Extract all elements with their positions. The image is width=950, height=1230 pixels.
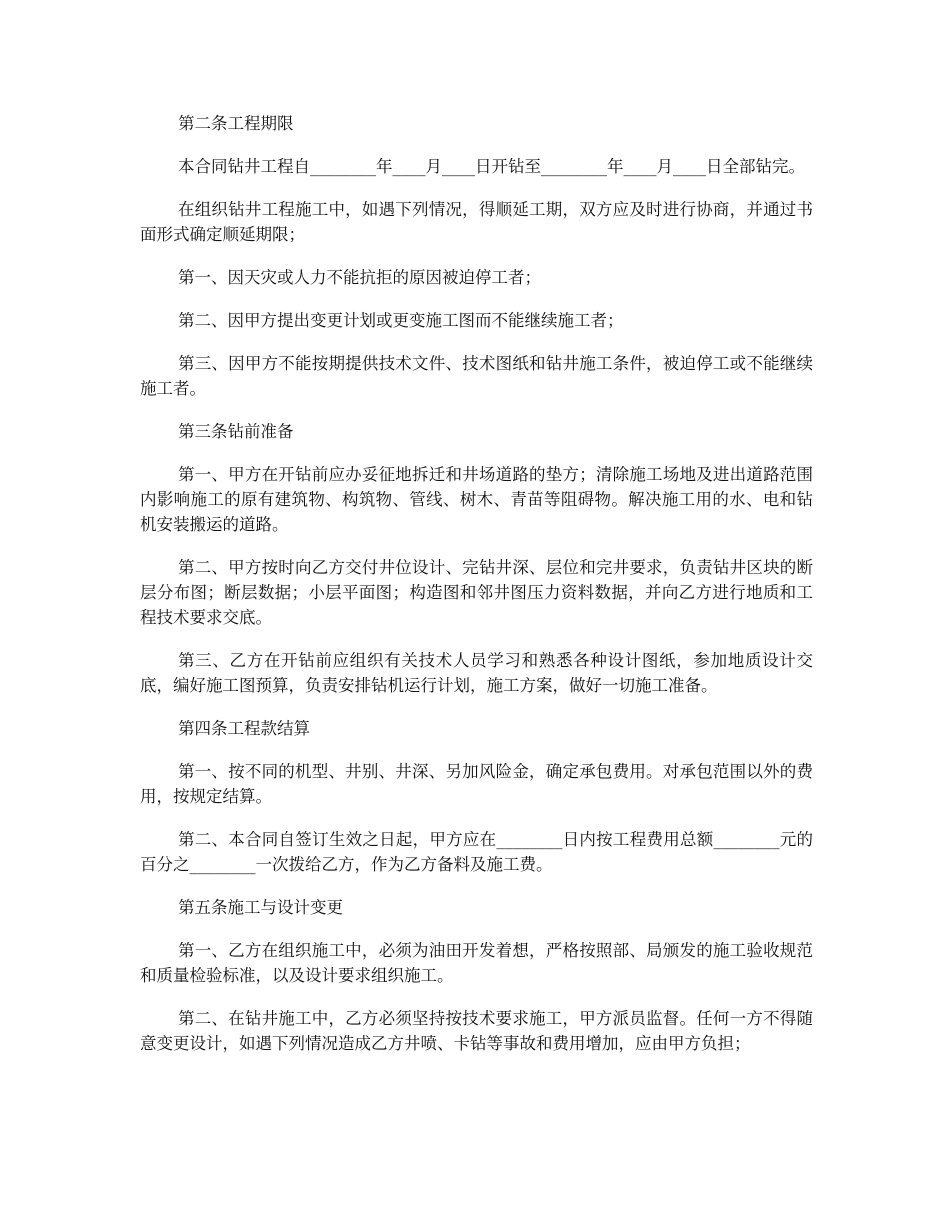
paragraph-clause-1: 第一、因天灾或人力不能抗拒的原因被迫停工者；	[178, 268, 541, 287]
paragraph-construction-1: 第一、乙方在组织施工中，必须为油田开发着想，严格按照部、局颁发的施工验收规范和质量检验标准，以及设计要求组织施工。	[140, 941, 813, 985]
paragraph-clause-3: 第三、因甲方不能按期提供技术文件、技术图纸和钻井施工条件，被迫停工或不能继续施工者。	[140, 354, 813, 398]
heading-article-4: 第四条工程款结算	[178, 719, 310, 738]
heading-article-5: 第五条施工与设计变更	[178, 898, 343, 917]
paragraph-settlement-1: 第一、按不同的机型、井别、井深、另加风险金，确定承包费用。对承包范围以外的费用，按规定结算。	[140, 762, 813, 806]
paragraph-extension-conditions: 在组织钻井工程施工中，如遇下列情况，得顺延工期，双方应及时进行协商，并通过书面形式确定顺延期限；	[140, 200, 813, 244]
paragraph-prep-1: 第一、甲方在开钻前应办妥征地拆迁和井场道路的垫方；清除施工场地及进出道路范围内影响施工的原有建筑物、构筑物、管线、树木、青苗等阻碍物。解决施工用的水、电和钻机安装搬运的道路。	[140, 465, 813, 534]
paragraph-construction-2: 第二、在钻井施工中，乙方必须坚持按技术要求施工，甲方派员监督。任何一方不得随意变更设计，如遇下列情况造成乙方井喷、卡钻等事故和费用增加，应由甲方负担；	[140, 1009, 813, 1053]
heading-article-2: 第二条工程期限	[178, 114, 294, 133]
paragraph-prep-2: 第二、甲方按时向乙方交付井位设计、完钻井深、层位和完井要求，负责钻井区块的断层分布图；断层数据；小层平面图；构造图和邻井图压力资料数据，并向乙方进行地质和工程技术要求交底。	[140, 558, 813, 627]
heading-article-3: 第三条钻前准备	[178, 422, 294, 441]
paragraph-drilling-period: 本合同钻井工程自________年____月____日开钻至________年____月____日全部钻完。	[178, 157, 805, 176]
document-body	[140, 111, 813, 1074]
paragraph-clause-2: 第二、因甲方提出变更计划或更变施工图而不能继续施工者；	[178, 311, 624, 330]
paragraph-settlement-2: 第二、本合同自签订生效之日起，甲方应在________日内按工程费用总额________元的百分之________一次拨给乙方，作为乙方备料及施工费。	[140, 830, 813, 874]
paragraph-prep-3: 第三、乙方在开钻前应组织有关技术人员学习和熟悉各种设计图纸，参加地质设计交底，编好施工图预算，负责安排钻机运行计划，施工方案，做好一切施工准备。	[140, 651, 813, 695]
